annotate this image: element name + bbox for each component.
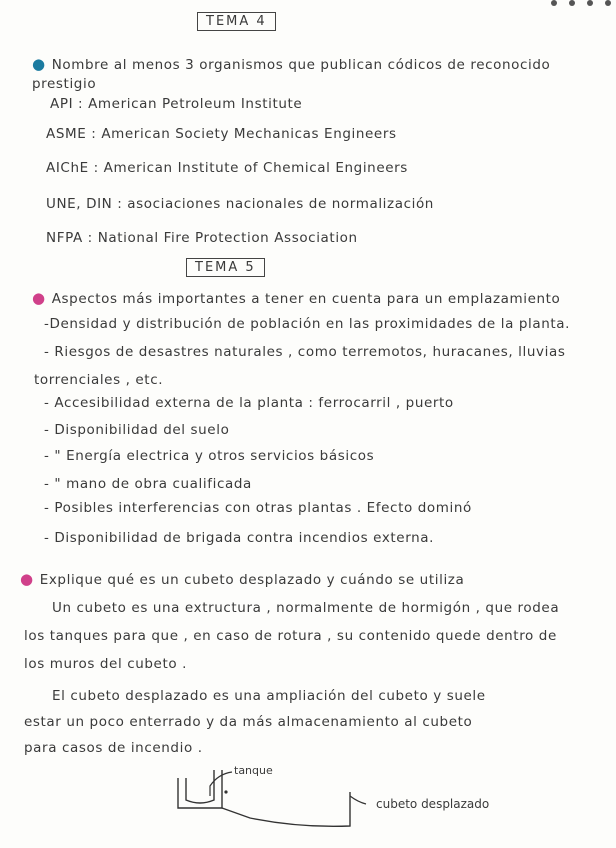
tank-label: tanque xyxy=(234,764,273,777)
paragraph2-line3: para casos de incendio . xyxy=(24,740,203,756)
page-edge-dots xyxy=(546,0,616,10)
paragraph1-line2: los tanques para que , en caso de rotura , su contenido quede dentro de xyxy=(24,628,557,644)
paragraph2-line2: estar un poco enterrado y da más almacenamiento al cubeto xyxy=(24,714,473,730)
paragraph1-line3: los muros del cubeto . xyxy=(24,656,187,672)
tema4-question-line1: ● Nombre al menos 3 organismos que publican códicos de reconocido xyxy=(32,55,551,73)
org-nfpa: NFPA : National Fire Protection Association xyxy=(46,230,358,246)
cubeto-diagram xyxy=(150,756,570,836)
cubeto-label: cubeto desplazado xyxy=(376,797,490,811)
item-suelo: - Disponibilidad del suelo xyxy=(44,422,230,438)
paragraph2-line1: El cubeto desplazado es una ampliación del cubeto y suele xyxy=(52,688,486,704)
bullet-icon: ● xyxy=(20,570,34,588)
item-energia: - " Energía electrica y otros servicios básicos xyxy=(44,448,375,464)
item-riesgos: - Riesgos de desastres naturales , como terremotos, huracanes, lluvias xyxy=(44,344,566,360)
item-accesibilidad: - Accesibilidad externa de la planta : ferrocarril , puerto xyxy=(44,395,454,411)
cubeto-question: ● Explique qué es un cubeto desplazado y cuándo se utiliza xyxy=(20,570,465,588)
item-mano-obra: - " mano de obra cualificada xyxy=(44,476,252,492)
org-aiche: AIChE : American Institute of Chemical Engineers xyxy=(46,160,408,176)
org-asme: ASME : American Society Mechanicas Engineers xyxy=(46,126,397,142)
item-torrenciales: torrenciales , etc. xyxy=(34,372,164,388)
org-api: API : American Petroleum Institute xyxy=(50,96,303,112)
tema5-question: ● Aspectos más importantes a tener en cuenta para un emplazamiento xyxy=(32,289,561,307)
item-interferencias: - Posibles interferencias con otras plantas . Efecto dominó xyxy=(44,500,472,516)
tema4-heading: TEMA 4 xyxy=(197,12,276,31)
tema4-question-line2: prestigio xyxy=(32,76,97,92)
bullet-icon: ● xyxy=(32,289,46,307)
item-densidad: -Densidad y distribución de población en las proximidades de la planta. xyxy=(44,316,571,332)
org-une-din: UNE, DIN : asociaciones nacionales de normalización xyxy=(46,196,434,212)
tema5-heading: TEMA 5 xyxy=(186,258,265,277)
item-brigada: - Disponibilidad de brigada contra incendios externa. xyxy=(44,530,435,546)
paragraph1-line1: Un cubeto es una extructura , normalmente de hormigón , que rodea xyxy=(52,600,560,616)
bullet-icon: ● xyxy=(32,55,46,73)
